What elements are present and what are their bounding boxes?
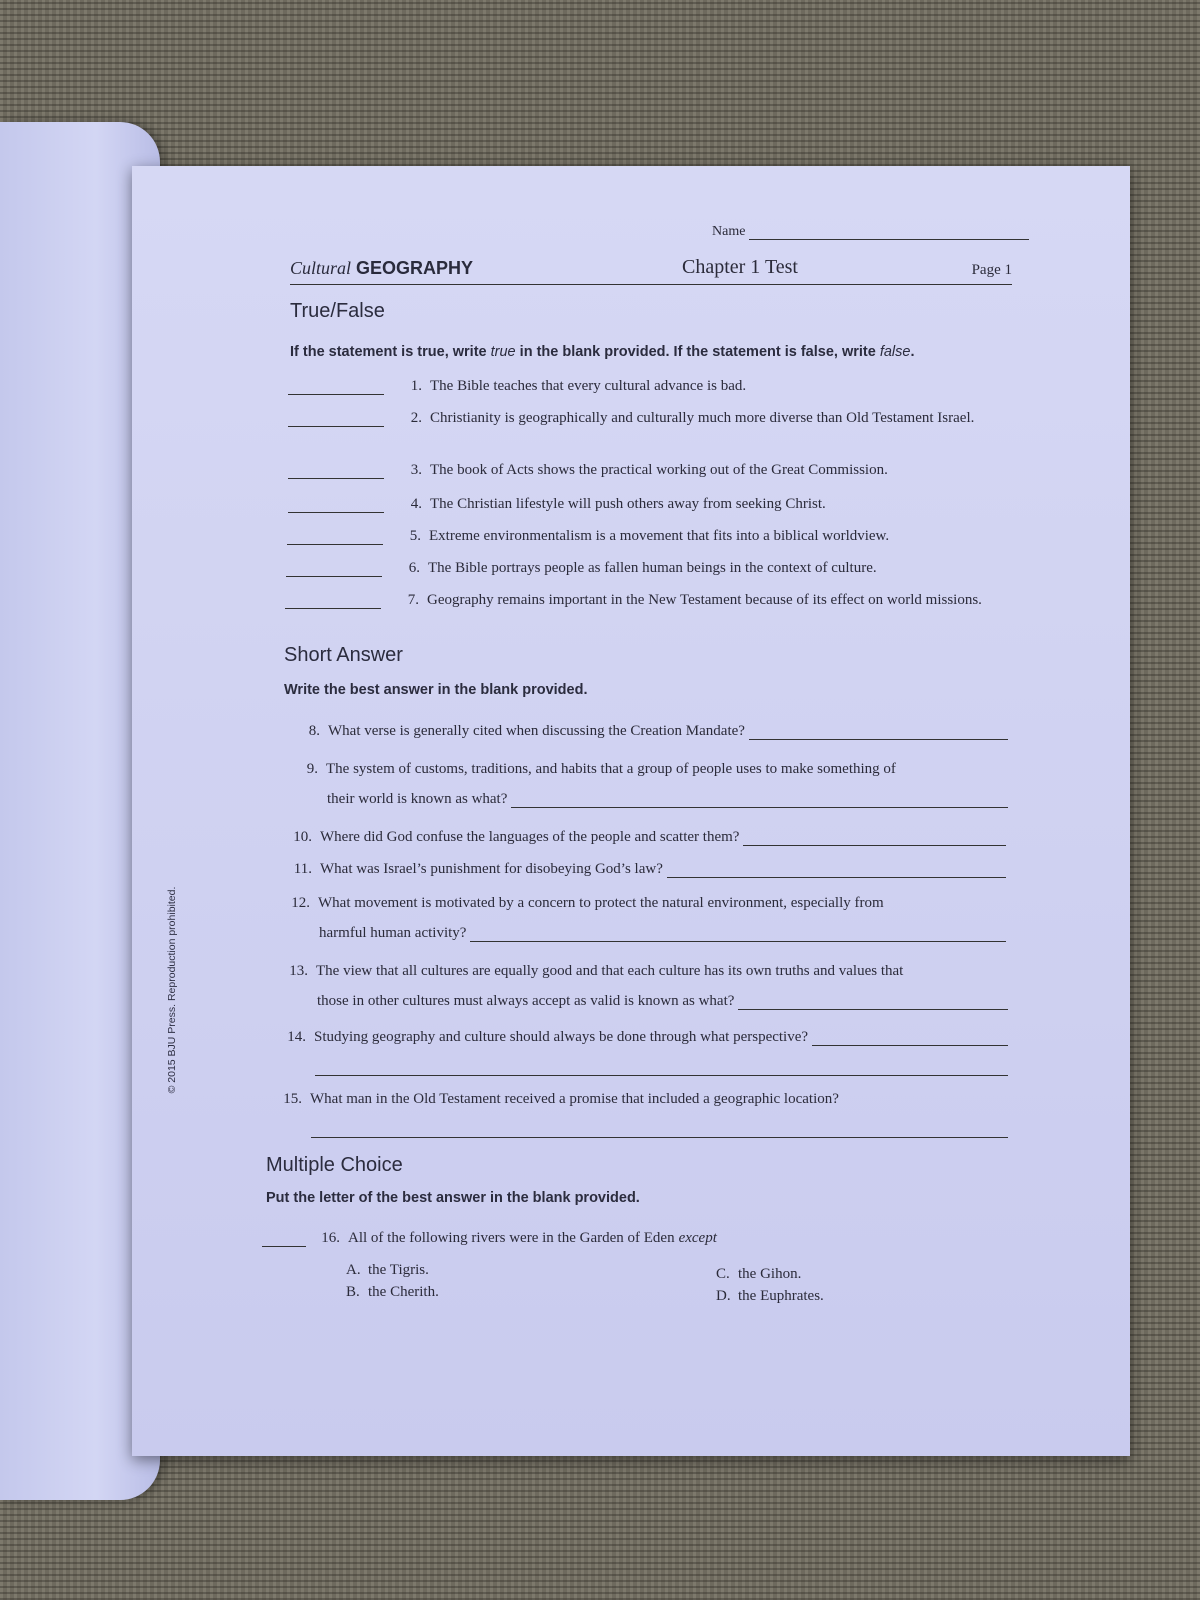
answer-blank[interactable] xyxy=(812,1031,1008,1046)
name-blank[interactable] xyxy=(749,225,1029,240)
option-c: C. the Gihon. xyxy=(716,1266,802,1282)
answer-blank[interactable] xyxy=(315,1061,1008,1076)
short-answer-item: 13. The view that all cultures are equally good and that each culture has its own truths and values that those in other cultures must always accept as valid is known as what? xyxy=(284,950,1008,1010)
true-false-item: 7. Geography remains important in the New Testament because of its effect on world missions. xyxy=(285,592,1017,609)
brand-caps: GEOGRAPHY xyxy=(356,258,474,278)
answer-blank[interactable] xyxy=(311,1123,1008,1138)
brand-script: Cultural xyxy=(290,258,352,278)
brand-logo xyxy=(290,258,473,279)
short-answer-item: 11. What was Israel’s punishment for disobeying God’s law? xyxy=(288,848,1006,878)
multiple-choice-instructions: Put the letter of the best answer in the blank provided. xyxy=(266,1190,640,1206)
true-false-item: 3. The book of Acts shows the practical working out of the Great Commission. xyxy=(288,462,1020,479)
true-false-item: 6. The Bible portrays people as fallen human beings in the context of culture. xyxy=(286,560,1018,577)
copyright-notice: © 2015 BJU Press. Reproduction prohibited. xyxy=(166,886,178,1094)
answer-blank[interactable] xyxy=(288,410,384,427)
short-answer-item: 12. What movement is motivated by a concern to protect the natural environment, especially from harmful human activity? xyxy=(286,882,1006,942)
page-number: Page 1 xyxy=(971,262,1012,278)
answer-blank[interactable] xyxy=(667,863,1006,878)
page-header xyxy=(290,256,1012,285)
true-false-item: 2. Christianity is geographically and culturally much more diverse than Old Testament Israel. xyxy=(288,410,1020,427)
answer-blank[interactable] xyxy=(511,793,1008,808)
short-answer-item: 10. Where did God confuse the languages of the people and scatter them? xyxy=(288,816,1006,846)
answer-blank[interactable] xyxy=(288,496,384,513)
short-answer-item: 8. What verse is generally cited when discussing the Creation Mandate? xyxy=(296,710,1008,740)
option-d: D. the Euphrates. xyxy=(716,1288,824,1304)
true-false-item: 1. The Bible teaches that every cultural advance is bad. xyxy=(288,378,1020,395)
test-page xyxy=(132,166,1130,1456)
name-label: Name xyxy=(712,224,746,239)
answer-blank[interactable] xyxy=(262,1230,306,1247)
answer-blank[interactable] xyxy=(286,560,382,577)
answer-blank[interactable] xyxy=(470,927,1006,942)
chapter-title: Chapter 1 Test xyxy=(682,256,798,278)
multiple-choice-item: 16. All of the following rivers were in the Garden of Eden except xyxy=(262,1230,717,1247)
option-a: A. the Tigris. xyxy=(346,1262,429,1278)
true-false-heading: True/False xyxy=(290,300,385,322)
answer-blank[interactable] xyxy=(743,831,1006,846)
short-answer-instructions: Write the best answer in the blank provided. xyxy=(284,682,588,698)
true-false-instructions: If the statement is true, write true in the blank provided. If the statement is false, write false. xyxy=(290,344,915,360)
answer-blank[interactable] xyxy=(749,725,1008,740)
answer-blank[interactable] xyxy=(285,592,381,609)
short-answer-heading: Short Answer xyxy=(284,644,403,666)
multiple-choice-heading: Multiple Choice xyxy=(266,1154,403,1176)
answer-blank[interactable] xyxy=(738,995,1008,1010)
answer-blank[interactable] xyxy=(287,528,383,545)
name-field xyxy=(712,224,1029,240)
answer-blank[interactable] xyxy=(288,378,384,395)
true-false-item: 4. The Christian lifestyle will push others away from seeking Christ. xyxy=(288,496,1020,513)
option-b: B. the Cherith. xyxy=(346,1284,439,1300)
short-answer-item: 9. The system of customs, traditions, and habits that a group of people uses to make something of their world is known as what? xyxy=(294,748,1008,808)
short-answer-item: 14. Studying geography and culture should always be done through what perspective? xyxy=(282,1016,1008,1076)
true-false-item: 5. Extreme environmentalism is a movement that fits into a biblical worldview. xyxy=(287,528,1019,545)
answer-blank[interactable] xyxy=(288,462,384,479)
short-answer-item: 15. What man in the Old Testament received a promise that included a geographic location? xyxy=(278,1078,1008,1138)
